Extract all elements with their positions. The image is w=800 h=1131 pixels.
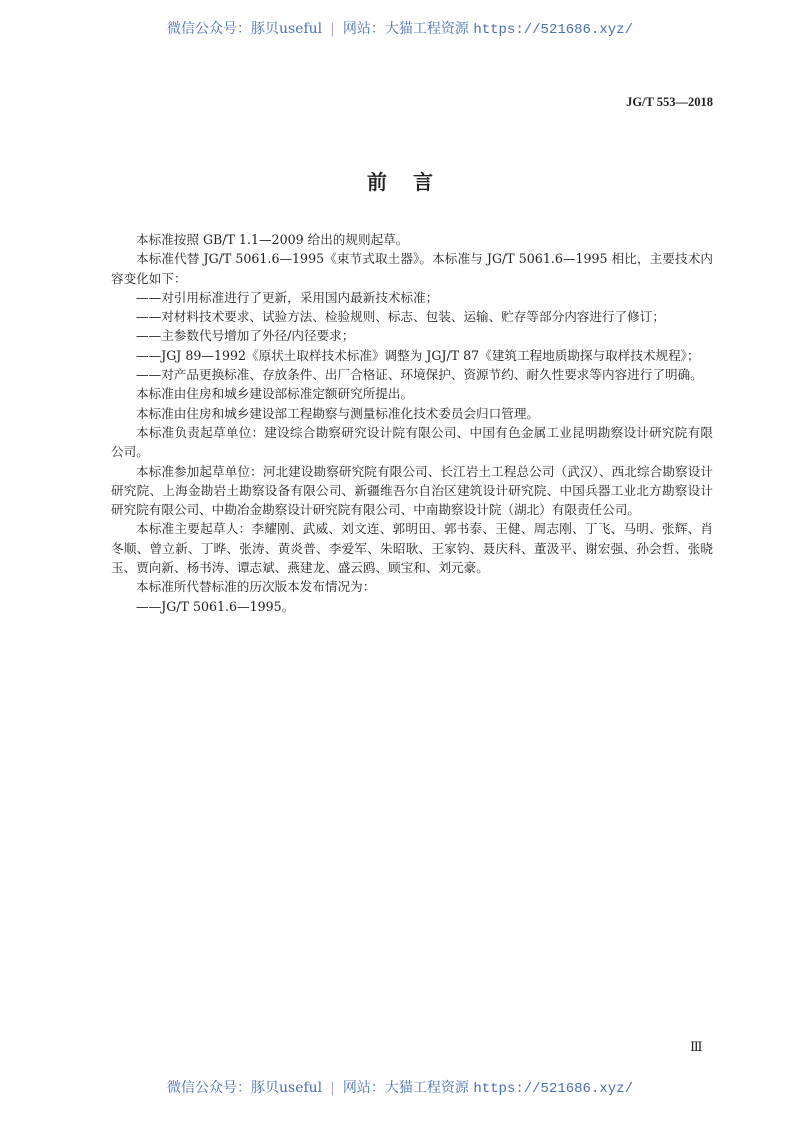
watermark-bottom — [0, 1077, 800, 1097]
page-title: 前言 — [367, 170, 459, 194]
watermark-separator: | — [330, 1080, 335, 1096]
paragraph: 本标准由住房和城乡建设部工程勘察与测量标准化技术委员会归口管理。 — [136, 405, 539, 421]
paragraph: 本标准负责起草单位：建设综合勘察研究设计院有限公司、中国有色金属工业昆明勘察设计研究院有限公司。 — [111, 424, 713, 460]
paragraph: 本标准参加起草单位：河北建设勘察研究院有限公司、长江岩土工程总公司（武汉）、西北综合勘察设计研究院、上海金勘岩土勘察设备有限公司、新疆维吾尔自治区建筑设计研究院、中国兵器工业北方勘察设计研究院有限公司、中勘冶金勘察设计研究院有限公司、中南勘察设计院（湖北）有限责任公司。 — [111, 463, 713, 518]
paragraph: 本标准按照 GB/T 1.1—2009 给出的规则起草。 — [136, 232, 409, 247]
change-item: ——对引用标准进行了更新，采用国内最新技术标准； — [136, 289, 439, 305]
watermark-site: 网站：大猫工程资源 — [342, 1080, 469, 1096]
watermark-wechat: 微信公众号：豚贝useful — [167, 21, 323, 37]
watermark-top — [0, 18, 800, 38]
version-item: ——JG/T 5061.6—1995。 — [136, 598, 295, 614]
watermark-site: 网站：大猫工程资源 — [342, 21, 469, 37]
watermark-separator: | — [330, 21, 335, 37]
paragraph: 本标准由住房和城乡建设部标准定额研究所提出。 — [136, 386, 414, 402]
change-item: ——对材料技术要求、试验方法、检验规则、标志、包装、运输、贮存等部分内容进行了修订； — [136, 309, 665, 325]
paragraph: 本标准主要起草人：李耀刚、武威、刘文连、郭明田、郭书泰、王健、周志刚、丁飞、马明、张辉、肖冬顺、曾立新、丁晔、张涛、黄炎普、李爱军、朱昭耿、王家钧、聂庆科、董汲平、谢宏强、孙会哲、张晓玉、贾向新、杨书涛、谭志斌、燕建龙、盛云鸥、顾宝和、刘元豪。 — [111, 521, 713, 576]
foreword-body — [111, 230, 713, 616]
watermark-url[interactable]: https://521686.xyz/ — [473, 22, 633, 38]
watermark-url[interactable]: https://521686.xyz/ — [473, 1081, 633, 1097]
change-item: ——主参数代号增加了外径/内径要求； — [136, 328, 355, 344]
watermark-wechat: 微信公众号：豚贝useful — [167, 1080, 323, 1096]
page-number: Ⅲ — [690, 1040, 703, 1055]
paragraph: 本标准所代替标准的历次版本发布情况为： — [136, 579, 376, 595]
change-item: ——JGJ 89—1992《原状土取样技术标准》调整为 JGJ/T 87《建筑工程地质勘探与取样技术规程》； — [136, 347, 700, 363]
paragraph: 本标准代替 JG/T 5061.6—1995《束节式取土器》。本标准与 JG/T 5061.6—1995 相比，主要技术内容变化如下： — [111, 251, 713, 286]
standard-number: JG/T 553—2018 — [626, 95, 713, 109]
change-item: ——对产品更换标准、存放条件、出厂合格证、环境保护、资源节约、耐久性要求等内容进行了明确。 — [136, 367, 703, 383]
